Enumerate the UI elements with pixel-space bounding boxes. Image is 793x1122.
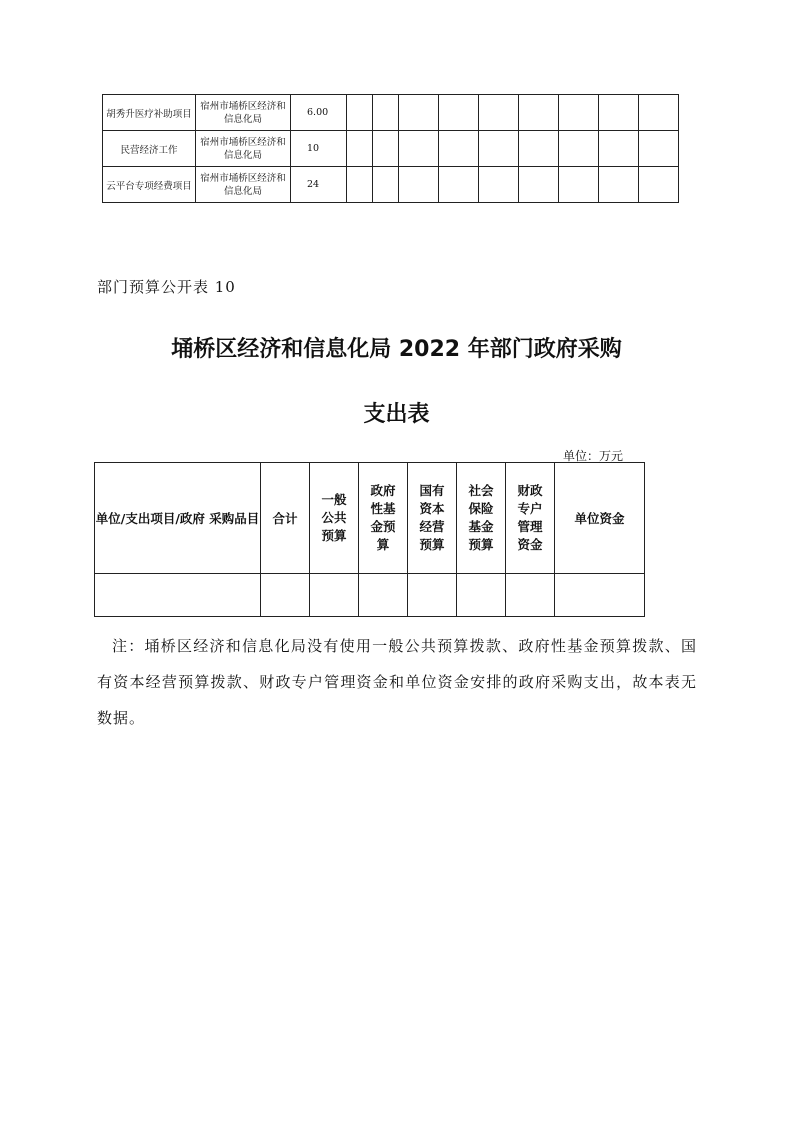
table-row — [95, 574, 645, 617]
unit-note: 单位：万元 — [562, 449, 623, 463]
amount: 24 — [291, 167, 347, 203]
header-general-budget: 一般公共预算 — [310, 463, 359, 574]
table-cell — [457, 574, 506, 617]
amount: 6.00 — [291, 95, 347, 131]
header-social-insurance: 社会保险基金预算 — [457, 463, 506, 574]
project-name: 民营经济工作 — [103, 131, 196, 167]
table-row — [103, 95, 679, 131]
unit-name: 宿州市埇桥区经济和 信息化局 — [196, 167, 291, 203]
project-name: 云平台专项经费项目 — [103, 167, 196, 203]
unit-name: 宿州市埇桥区经济和 信息化局 — [196, 95, 291, 131]
project-name: 胡秀升医疗补助项目 — [103, 95, 196, 131]
header-gov-fund: 政府性基金预算 — [359, 463, 408, 574]
table-cell — [359, 574, 408, 617]
table-cell — [506, 574, 555, 617]
table-row — [103, 131, 679, 167]
unit-name: 宿州市埇桥区经济和 信息化局 — [196, 131, 291, 167]
amount: 10 — [291, 131, 347, 167]
header-state-capital: 国有资本经营预算 — [408, 463, 457, 574]
header-total: 合计 — [261, 463, 310, 574]
note-paragraph: 注：埇桥区经济和信息化局没有使用一般公共预算拨款、政府性基金预算拨款、国有资本经营预算拨款、财政专户管理资金和单位资金安排的政府采购支出，故本表无数据。 — [97, 637, 697, 727]
table-cell — [261, 574, 310, 617]
table-cell — [95, 574, 261, 617]
header-unit-funds: 单位资金 — [555, 463, 645, 574]
section-label: 部门预算公开表 10 — [97, 278, 236, 296]
table-row — [103, 167, 679, 203]
header-special-account: 财政专户管理资金 — [506, 463, 555, 574]
table-cell — [555, 574, 645, 617]
prev-table — [102, 94, 679, 203]
header-unit-project: 单位/支出项目/政府 采购品目 — [95, 463, 261, 574]
procurement-table — [94, 462, 645, 617]
table-cell — [310, 574, 359, 617]
page-subtitle: 支出表 — [363, 402, 430, 427]
table-cell — [408, 574, 457, 617]
page-title: 埇桥区经济和信息化局 2022 年部门政府采购 — [171, 337, 622, 362]
table-header-row — [95, 463, 645, 574]
